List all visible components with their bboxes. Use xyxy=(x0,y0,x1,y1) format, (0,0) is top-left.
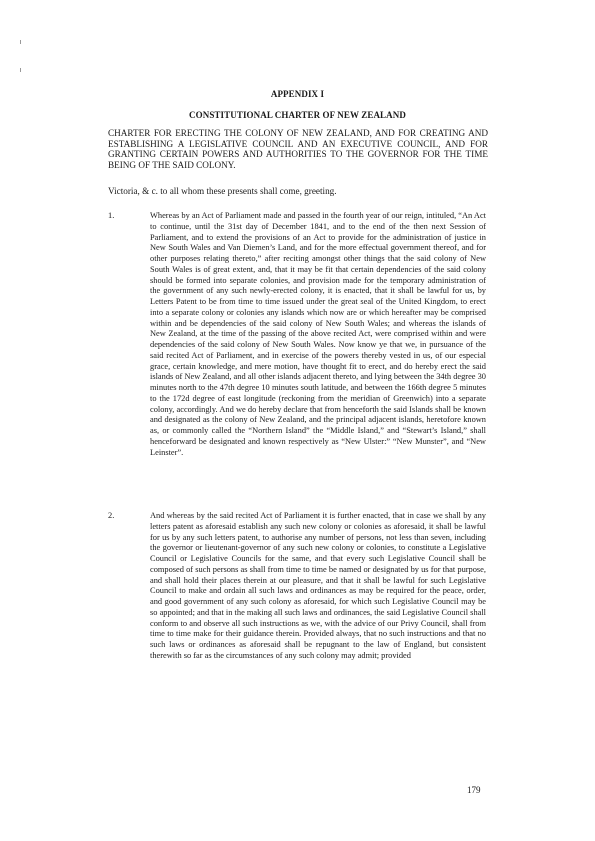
appendix-title: APPENDIX I xyxy=(270,89,325,99)
scan-mark xyxy=(20,68,21,72)
clause-text: And whereas by the said recited Act of Parliament it is further enacted, that in case we shall by any letters patent as aforesaid establish any such new colony or colonies as aforesaid, it shall be lawful for us by any such letters patent, to authorise any number of persons, not less than seven, including the governor or lieutenant-governor of any such new colony or colonies, to constitute a Legislative Council or Legislative Councils for the same, and that every such Legislative Council shall be composed of such persons as shall from time to time be named or designated by us for that purpose, and shall hold their places therein at our pleasure, and that it shall be lawful for such Legislative Council to make and ordain all such laws and ordinances as may be required for the peace, order, and good government of any such colony as aforesaid, for which such Legislative Council may be so appointed; and that in the making all such laws and ordinances, the said Legislative Council shall conform to and observe all such instructions as we, with the advice of our Privy Council, shall from time to time make for their guidance therein. Provided always, that no such instructions and that no such laws or ordinances as aforesaid shall be repugnant to the law of England, but consistent therewith so far as the circumstances of any such colony may admit; provided xyxy=(150,511,486,660)
clause-text: Whereas by an Act of Parliament made and passed in the fourth year of our reign, intituled, “An Act to continue, until the 31st day of December 1841, and to the end of the then next Session of Parliament, and to extend the provisions of an Act to provide for the administration of justice in New South Wales and Van Diemen’s Land, and for the more effectual government thereof, and for other purposes relating thereto,” after reciting amongst other things that the said colony of New South Wales is of great extent, and, that it may be fit that certain dependencies of the said colony should be formed into separate colonies, and provision made for the temporary administration of the government of any such newly-erected colony, it is enacted, that it shall be lawful for us, by Letters Patent to be from time to time issued under the great seal of the United Kingdom, to erect into a separate colony or colonies any islands which now are or which hereafter may be comprised within and be dependencies of the said colony of New South Wales; and whereas the islands of New Zealand, at the time of the passing of the above recited Act, were comprised within and were dependencies of the said colony of New South Wales. Now know ye that we, in pursuance of the said recited Act of Parliament, and in exercise of the powers thereby vested in us, of our especial grace, certain knowledge, and mere motion, have thought fit to erect, and do hereby erect the said islands of New Zealand, and all other islands adjacent thereto, and lying between the 34th degree 30 minutes north to the 47th degree 10 minutes south latitude, and between the 166th degree 5 minutes to the 172d degree of east longitude (reckoning from the meridian of Greenwich) into a separate colony, accordingly. And we do hereby declare that from henceforth the said Islands shall be known and designated as the colony of New Zealand, and the principal adjacent islands, heretofore known as, or commonly called the “Northern Island” the “Middle Island,” and “Stewart’s Island,” shall henceforward be designated and known respectively as “New Ulster:” “New Munster”, and “New Leinster”. xyxy=(150,211,486,457)
charter-preamble: CHARTER FOR ERECTING THE COLONY OF NEW ZEALAND, AND FOR CREATING AND ESTABLISHING A LEGISLATIVE COUNCIL AND AN EXECUTIVE COUNCIL, AND FOR GRANTING CERTAIN POWERS AND AUTHORITIES TO THE GOVERNOR FOR THE TIME BEING OF THE SAID COLONY. xyxy=(108,128,488,170)
scan-mark xyxy=(20,40,21,44)
clause-number: 2. xyxy=(108,511,115,520)
clause-number: 1. xyxy=(108,211,115,220)
page-number: 179 xyxy=(467,785,481,795)
salutation: Victoria, & c. to all whom these presents shall come, greeting. xyxy=(108,186,337,196)
charter-title: CONSTITUTIONAL CHARTER OF NEW ZEALAND xyxy=(189,110,406,120)
